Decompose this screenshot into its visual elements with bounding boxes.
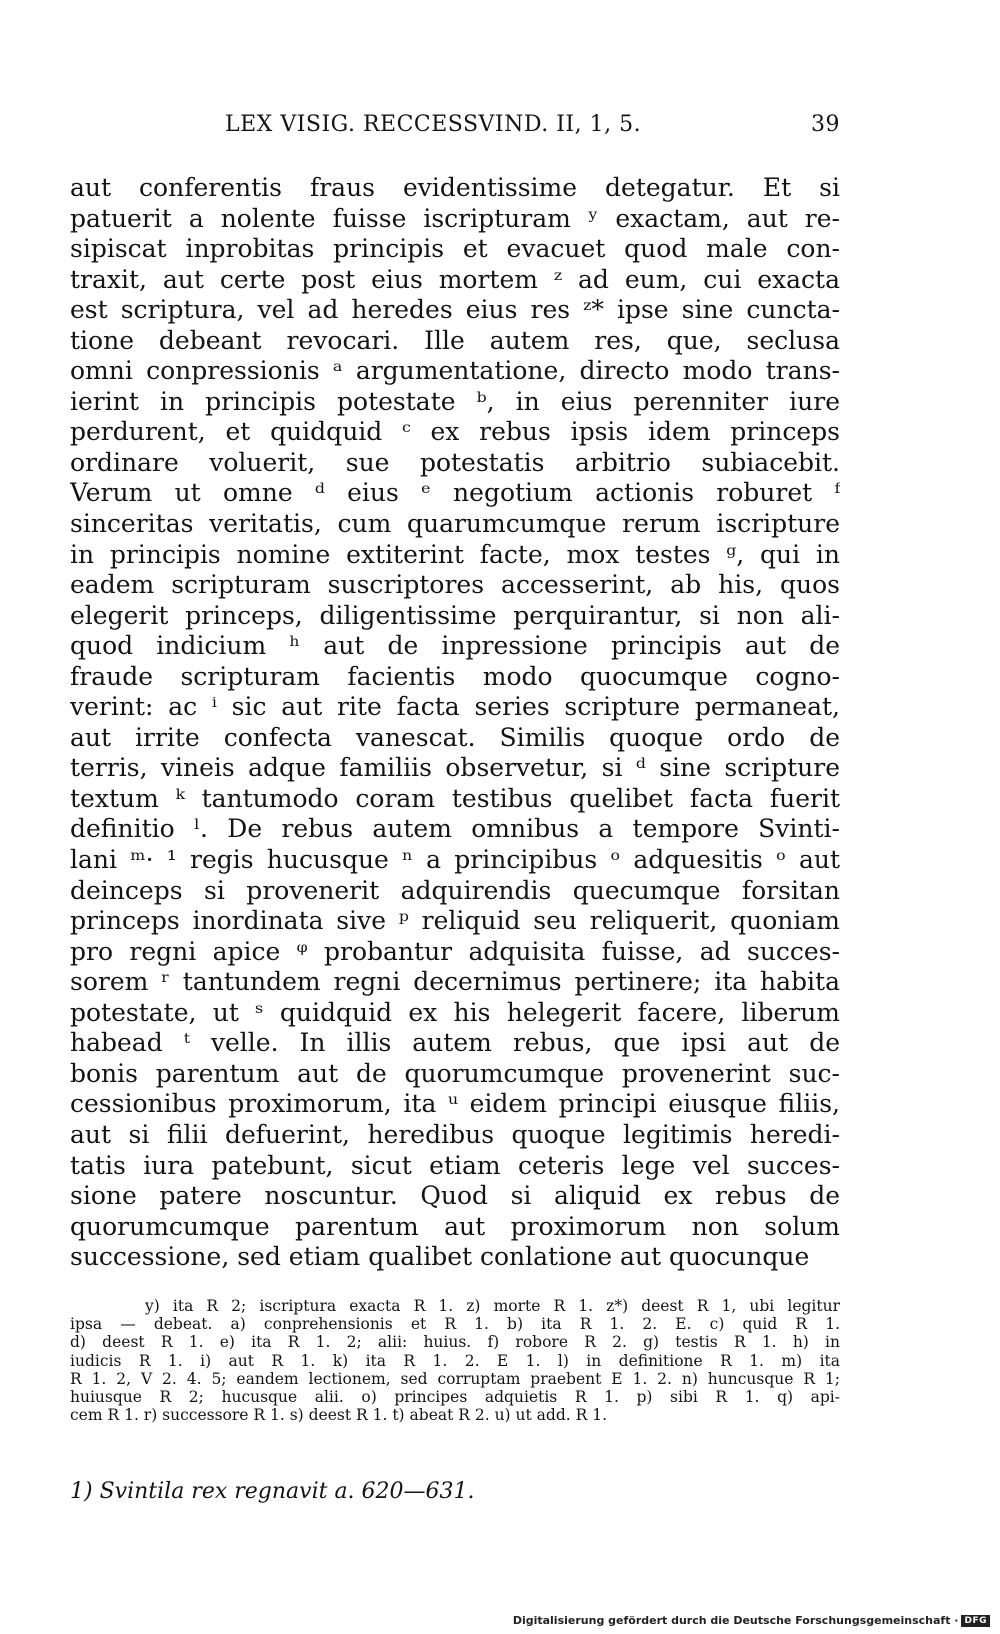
text-line: elegerit princeps, diligentissime perquirantur, si non ali- bbox=[70, 600, 840, 630]
text-line: quorumcumque parentum aut proximorum non solum bbox=[70, 1211, 840, 1241]
critical-apparatus bbox=[70, 1297, 840, 1424]
text-line: terris, vineis adque familiis observetur, si ᵈ sine scripture bbox=[70, 753, 840, 783]
running-title: LEX VISIG. RECCESSVIND. II, 1, 5. bbox=[225, 112, 642, 137]
text-line: textum ᵏ tantumodo coram testibus quelibet facta fuerit bbox=[70, 783, 840, 813]
text-line: lani ᵐ· ¹ regis hucusque ⁿ a principibus ᵒ adquesitis ᵒ aut bbox=[70, 845, 840, 875]
text-line: pro regni apice ᵠ probantur adquisita fuisse, ad succes- bbox=[70, 936, 840, 966]
footnote-line: huiusque R 2; hucusque alii. o) principes adquietis R 1. p) sibi R 1. q) api- bbox=[70, 1387, 840, 1406]
text-line: successione, sed etiam qualibet conlatione aut quocunque bbox=[70, 1242, 810, 1272]
footnote-line: y) ita R 2; iscriptura exacta R 1. z) morte R 1. z*) deest R 1, ubi legitur bbox=[145, 1297, 840, 1315]
footnote-line: ipsa — debeat. a) conprehensionis et R 1. b) ita R 1. 2. E. c) quid R 1. bbox=[70, 1315, 840, 1334]
footnote-line: cem R 1. r) successore R 1. s) deest R 1. t) abeat R 2. u) ut add. R 1. bbox=[70, 1406, 607, 1425]
footnote-line: d) deest R 1. e) ita R 1. 2; alii: huius. f) robore R 2. g) testis R 1. h) in bbox=[70, 1333, 840, 1352]
text-line: tione debeant revocari. Ille autem res, que, seclusa bbox=[70, 325, 840, 355]
text-line: eadem scripturam suscriptores accesserint, ab his, quos bbox=[70, 570, 840, 600]
text-line: patuerit a nolente fuisse iscripturam ʸ exactam, aut re- bbox=[70, 203, 840, 233]
text-line: bonis parentum aut de quorumcumque provenerint suc- bbox=[70, 1058, 840, 1088]
text-line: est scriptura, vel ad heredes eius res ᶻ* ipse sine cuncta- bbox=[70, 295, 840, 325]
credit-text: Digitalisierung gefördert durch die Deutsche Forschungsgemeinschaft · bbox=[512, 1614, 959, 1627]
footnote-line: R 1. 2, V 2. 4. 5; eandem lectionem, sed corruptam praebent E 1. 2. n) huncusque R 1; bbox=[70, 1369, 840, 1388]
text-line: sorem ʳ tantundem regni decernimus pertinere; ita habita bbox=[70, 967, 840, 997]
text-line: perdurent, et quidquid ᶜ ex rebus ipsis idem princeps bbox=[70, 417, 840, 447]
page-number: 39 bbox=[811, 112, 840, 137]
text-line: sione patere noscuntur. Quod si aliquid ex rebus de bbox=[70, 1181, 840, 1211]
text-line: Verum ut omne ᵈ eius ᵉ negotium actionis roburet ᶠ bbox=[70, 478, 840, 508]
text-line: potestate, ut ˢ quidquid ex his helegerit facere, liberum bbox=[70, 997, 840, 1027]
text-line: omni conpressionis ᵃ argumentatione, directo modo trans- bbox=[70, 356, 840, 386]
text-line: quod indicium ʰ aut de inpressione principis aut de bbox=[70, 631, 840, 661]
text-line: traxit, aut certe post eius mortem ᶻ ad eum, cui exacta bbox=[70, 264, 840, 294]
text-line: cessionibus proximorum, ita ᵘ eidem principi eiusque filiis, bbox=[70, 1089, 840, 1119]
digitization-credit bbox=[513, 1614, 990, 1627]
text-line: definitio ˡ. De rebus autem omnibus a tempore Svinti- bbox=[70, 814, 840, 844]
dfg-logo: DFG bbox=[961, 1615, 990, 1627]
main-text bbox=[70, 173, 840, 1273]
text-line: deinceps si provenerit adquirendis quecumque forsitan bbox=[70, 875, 840, 905]
text-line: ierint in principis potestate ᵇ, in eius perenniter iure bbox=[70, 386, 840, 416]
text-line: aut si filii defuerint, heredibus quoque legitimis heredi- bbox=[70, 1119, 840, 1149]
text-line: aut irrite confecta vanescat. Similis quoque ordo de bbox=[70, 722, 840, 752]
text-line: ordinare voluerit, sue potestatis arbitrio subiacebit. bbox=[70, 447, 840, 477]
text-line: verint: ac ⁱ sic aut rite facta series scripture permaneat, bbox=[70, 692, 840, 722]
text-line: sipiscat inprobitas principis et evacuet quod male con- bbox=[70, 234, 840, 264]
text-line: fraude scripturam facientis modo quocumque cogno- bbox=[70, 661, 840, 691]
text-line: in principis nomine extiterint facte, mox testes ᵍ, qui in bbox=[70, 539, 840, 569]
historical-footnote: 1) Svintila rex regnavit a. 620—631. bbox=[70, 1479, 475, 1504]
text-line: aut conferentis fraus evidentissime detegatur. Et si bbox=[70, 173, 840, 202]
footnote-line: iudicis R 1. i) aut R 1. k) ita R 1. 2. E 1. l) in definitione R 1. m) ita bbox=[70, 1351, 840, 1370]
text-line: habead ᵗ velle. In illis autem rebus, que ipsi aut de bbox=[70, 1028, 840, 1058]
text-line: tatis iura patebunt, sicut etiam ceteris lege vel succes- bbox=[70, 1150, 840, 1180]
text-line: sinceritas veritatis, cum quarumcumque rerum iscripture bbox=[70, 509, 840, 539]
text-line: princeps inordinata sive ᵖ reliquid seu reliquerit, quoniam bbox=[70, 906, 840, 936]
